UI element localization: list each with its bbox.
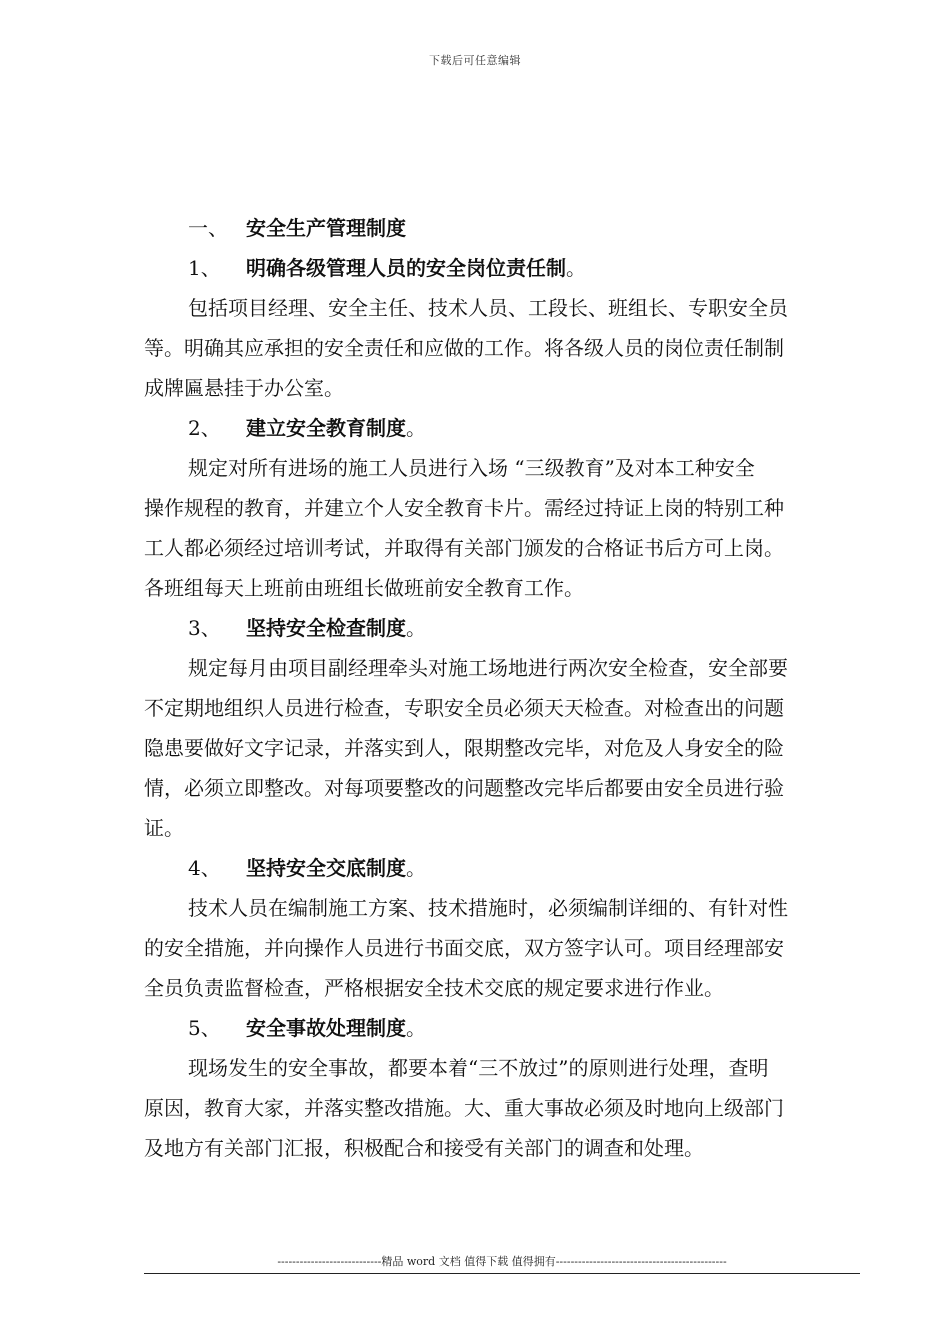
paragraph-line: 等。明确其应承担的安全责任和应做的工作。将各级人员的岗位责任制制	[144, 336, 784, 360]
page-footer-note: ----------------------------精品 word 文档 值得下载 值得拥有----------------------------------------------	[277, 1255, 727, 1268]
rule-item	[144, 1008, 858, 1168]
rule-title-punctuation: 。	[406, 1016, 426, 1040]
rule-paragraph	[144, 648, 858, 848]
rule-heading	[144, 848, 858, 888]
section-heading	[144, 208, 858, 248]
rule-number: 3、	[188, 616, 221, 640]
paragraph-line: 情，必须立即整改。对每项要整改的问题整改完毕后都要由安全员进行验	[144, 776, 784, 800]
document-body	[144, 208, 858, 1168]
paragraph-line: 成牌匾悬挂于办公室。	[144, 376, 344, 400]
rule-heading	[144, 608, 858, 648]
paragraph-line: 技术人员在编制施工方案、技术措施时，必须编制详细的、有针对性	[188, 896, 788, 920]
paragraph-line: 原因，教育大家，并落实整改措施。大、重大事故必须及时地向上级部门	[144, 1096, 784, 1120]
rule-title-punctuation: 。	[406, 416, 426, 440]
paragraph-line: 操作规程的教育，并建立个人安全教育卡片。需经过持证上岗的特别工种	[144, 496, 784, 520]
rule-title: 坚持安全检查制度	[246, 616, 406, 640]
rule-title-punctuation: 。	[406, 616, 426, 640]
section-title: 安全生产管理制度	[246, 216, 406, 240]
rule-list	[144, 248, 858, 1168]
paragraph-line: 及地方有关部门汇报，积极配合和接受有关部门的调查和处理。	[144, 1136, 704, 1160]
rule-title: 安全事故处理制度	[246, 1016, 406, 1040]
paragraph-line: 不定期地组织人员进行检查，专职安全员必须天天检查。对检查出的问题	[144, 696, 784, 720]
rule-heading	[144, 1008, 858, 1048]
rule-item	[144, 608, 858, 848]
page-header-note: 下载后可任意编辑	[429, 54, 521, 67]
rule-paragraph	[144, 288, 858, 408]
section-number: 一、	[188, 216, 228, 240]
paragraph-line: 工人都必须经过培训考试，并取得有关部门颁发的合格证书后方可上岗。	[144, 536, 784, 560]
rule-title-punctuation: 。	[406, 856, 426, 880]
rule-paragraph	[144, 448, 858, 608]
rule-heading	[144, 248, 858, 288]
rule-title: 建立安全教育制度	[246, 416, 406, 440]
footer-rule	[144, 1273, 860, 1274]
paragraph-line: 全员负责监督检查，严格根据安全技术交底的规定要求进行作业。	[144, 976, 724, 1000]
rule-number: 5、	[188, 1016, 221, 1040]
paragraph-line: 包括项目经理、安全主任、技术人员、工段长、班组长、专职安全员	[188, 296, 788, 320]
paragraph-line: 证。	[144, 816, 184, 840]
rule-item	[144, 248, 858, 408]
rule-title-punctuation: 。	[566, 256, 586, 280]
paragraph-line: 规定对所有进场的施工人员进行入场 “三级教育”及对本工种安全	[188, 456, 755, 480]
rule-paragraph	[144, 1048, 858, 1168]
paragraph-line: 现场发生的安全事故，都要本着“三不放过”的原则进行处理，查明	[188, 1056, 769, 1080]
rule-title: 明确各级管理人员的安全岗位责任制	[246, 256, 566, 280]
paragraph-line: 规定每月由项目副经理牵头对施工场地进行两次安全检查，安全部要	[188, 656, 788, 680]
rule-title: 坚持安全交底制度	[246, 856, 406, 880]
rule-number: 1、	[188, 256, 221, 280]
rule-paragraph	[144, 888, 858, 1008]
rule-heading	[144, 408, 858, 448]
rule-item	[144, 408, 858, 608]
paragraph-line: 各班组每天上班前由班组长做班前安全教育工作。	[144, 576, 584, 600]
rule-number: 2、	[188, 416, 221, 440]
paragraph-line: 的安全措施，并向操作人员进行书面交底，双方签字认可。项目经理部安	[144, 936, 784, 960]
rule-number: 4、	[188, 856, 221, 880]
paragraph-line: 隐患要做好文字记录，并落实到人，限期整改完毕，对危及人身安全的险	[144, 736, 784, 760]
rule-item	[144, 848, 858, 1008]
